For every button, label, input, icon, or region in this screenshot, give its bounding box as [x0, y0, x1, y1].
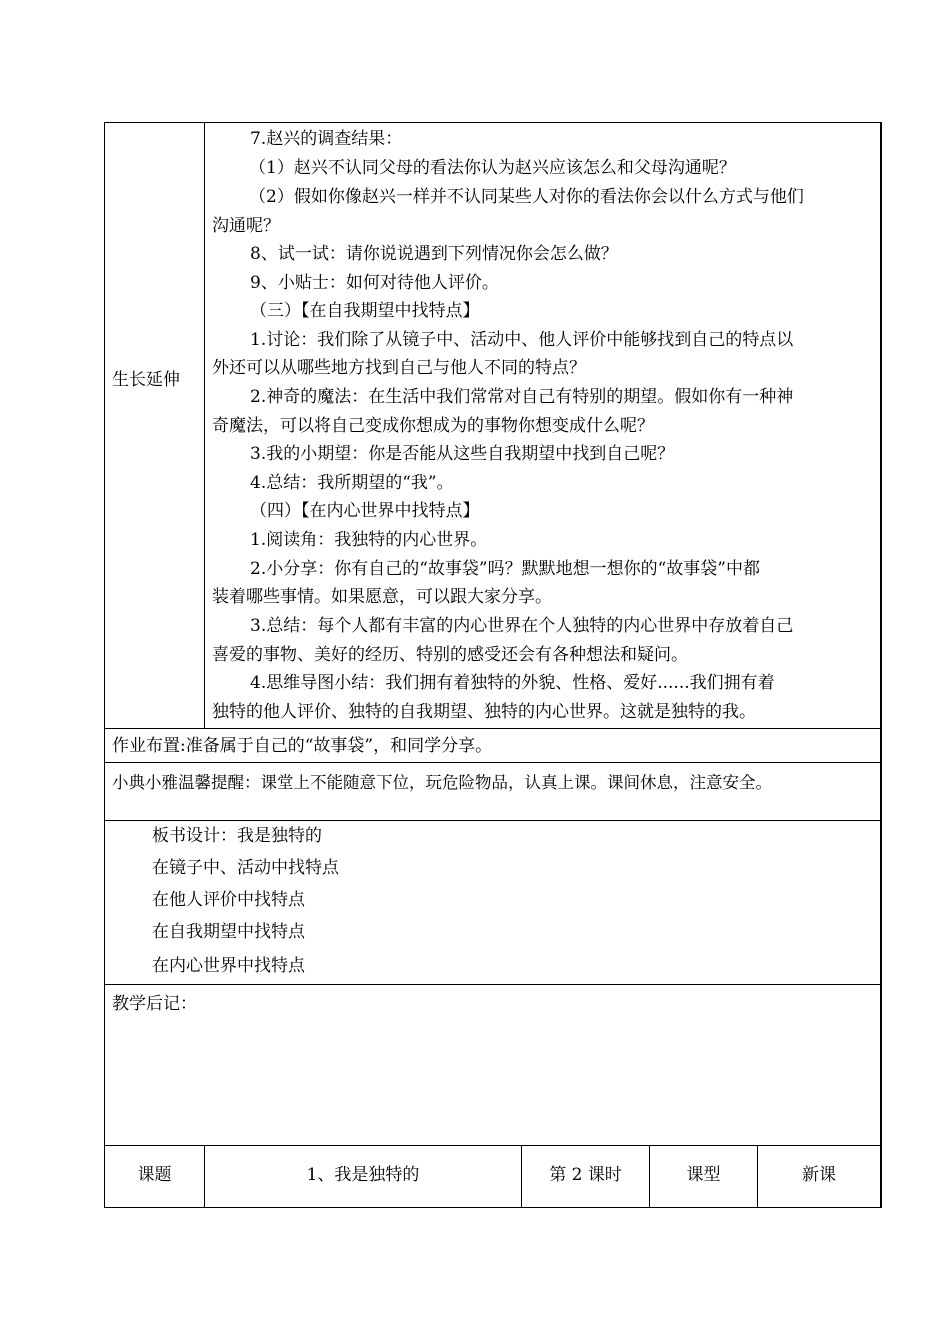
- growth-line: 喜爱的事物、美好的经历、特别的感受还会有各种想法和疑问。: [212, 645, 688, 665]
- lesson-topic-label: 课题: [137, 1165, 172, 1185]
- growth-line: 独特的他人评价、独特的自我期望、独特的内心世界。这就是独特的我。: [212, 702, 756, 722]
- growth-line: 沟通呢？: [212, 216, 280, 236]
- divider-row-2: [104, 762, 882, 763]
- growth-line: 4.思维导图小结：我们拥有着独特的外貌、性格、爱好......我们拥有着: [250, 673, 775, 693]
- growth-section-heading: （三）【在自我期望中找特点】: [250, 301, 480, 321]
- growth-line: 2.小分享：你有自己的“故事袋”吗？默默地想一想你的“故事袋”中都: [250, 559, 760, 579]
- growth-line: 3.总结：每个人都有丰富的内心世界在个人独特的内心世界中存放着自己: [250, 616, 794, 636]
- growth-line: 7.赵兴的调查结果：: [250, 129, 403, 149]
- reminder-text: 小典小雅温馨提醒：课堂上不能随意下位，玩危险物品，认真上课。课间休息，注意安全。: [112, 773, 772, 792]
- reflection-label: 教学后记：: [112, 994, 197, 1014]
- divider-growth-column: [204, 122, 205, 729]
- divider-row-4: [104, 984, 882, 985]
- lesson-period: 第 2 课时: [549, 1165, 622, 1185]
- homework-text: 作业布置:准备属于自己的“故事袋”，和同学分享。: [112, 736, 493, 756]
- board-design-item: 在自我期望中找特点: [152, 922, 305, 942]
- growth-line: （2）假如你像赵兴一样并不认同某些人对你的看法你会以什么方式与他们: [249, 187, 804, 207]
- lesson-type-value: 新课: [802, 1165, 836, 1185]
- growth-line: 3.我的小期望：你是否能从这些自我期望中找到自己呢？: [250, 444, 675, 464]
- board-design-title: 板书设计：我是独特的: [152, 826, 322, 846]
- growth-line: 4.总结：我所期望的“我”。: [250, 473, 454, 493]
- lesson-type-label: 课型: [686, 1165, 721, 1185]
- growth-line: 1.讨论：我们除了从镜子中、活动中、他人评价中能够找到自己的特点以: [250, 330, 794, 350]
- growth-line: （1）赵兴不认同父母的看法你认为赵兴应该怎么和父母沟通呢？: [249, 158, 736, 178]
- board-design-item: 在镜子中、活动中找特点: [152, 858, 339, 878]
- growth-line: 2.神奇的魔法：在生活中我们常常对自己有特别的期望。假如你有一种神: [250, 387, 794, 407]
- growth-line: 8、试一试：请你说说遇到下列情况你会怎么做？: [250, 244, 618, 264]
- board-design-item: 在他人评价中找特点: [152, 890, 305, 910]
- growth-line: 1.阅读角：我独特的内心世界。: [250, 530, 488, 550]
- divider-row-1: [104, 728, 882, 729]
- growth-section-label: 生长延伸: [112, 370, 180, 390]
- lesson-topic-value: 1、我是独特的: [306, 1165, 420, 1185]
- growth-section-heading: （四）【在内心世界中找特点】: [250, 501, 480, 521]
- board-design-item: 在内心世界中找特点: [152, 956, 305, 976]
- growth-line: 奇魔法，可以将自己变成你想成为的事物你想变成什么呢？: [212, 416, 654, 436]
- growth-line: 装着哪些事情。如果愿意，可以跟大家分享。: [212, 587, 552, 607]
- growth-line: 9、小贴士：如何对待他人评价。: [250, 273, 499, 293]
- growth-line: 外还可以从哪些地方找到自己与他人不同的特点？: [212, 358, 586, 378]
- divider-row-3: [104, 820, 882, 821]
